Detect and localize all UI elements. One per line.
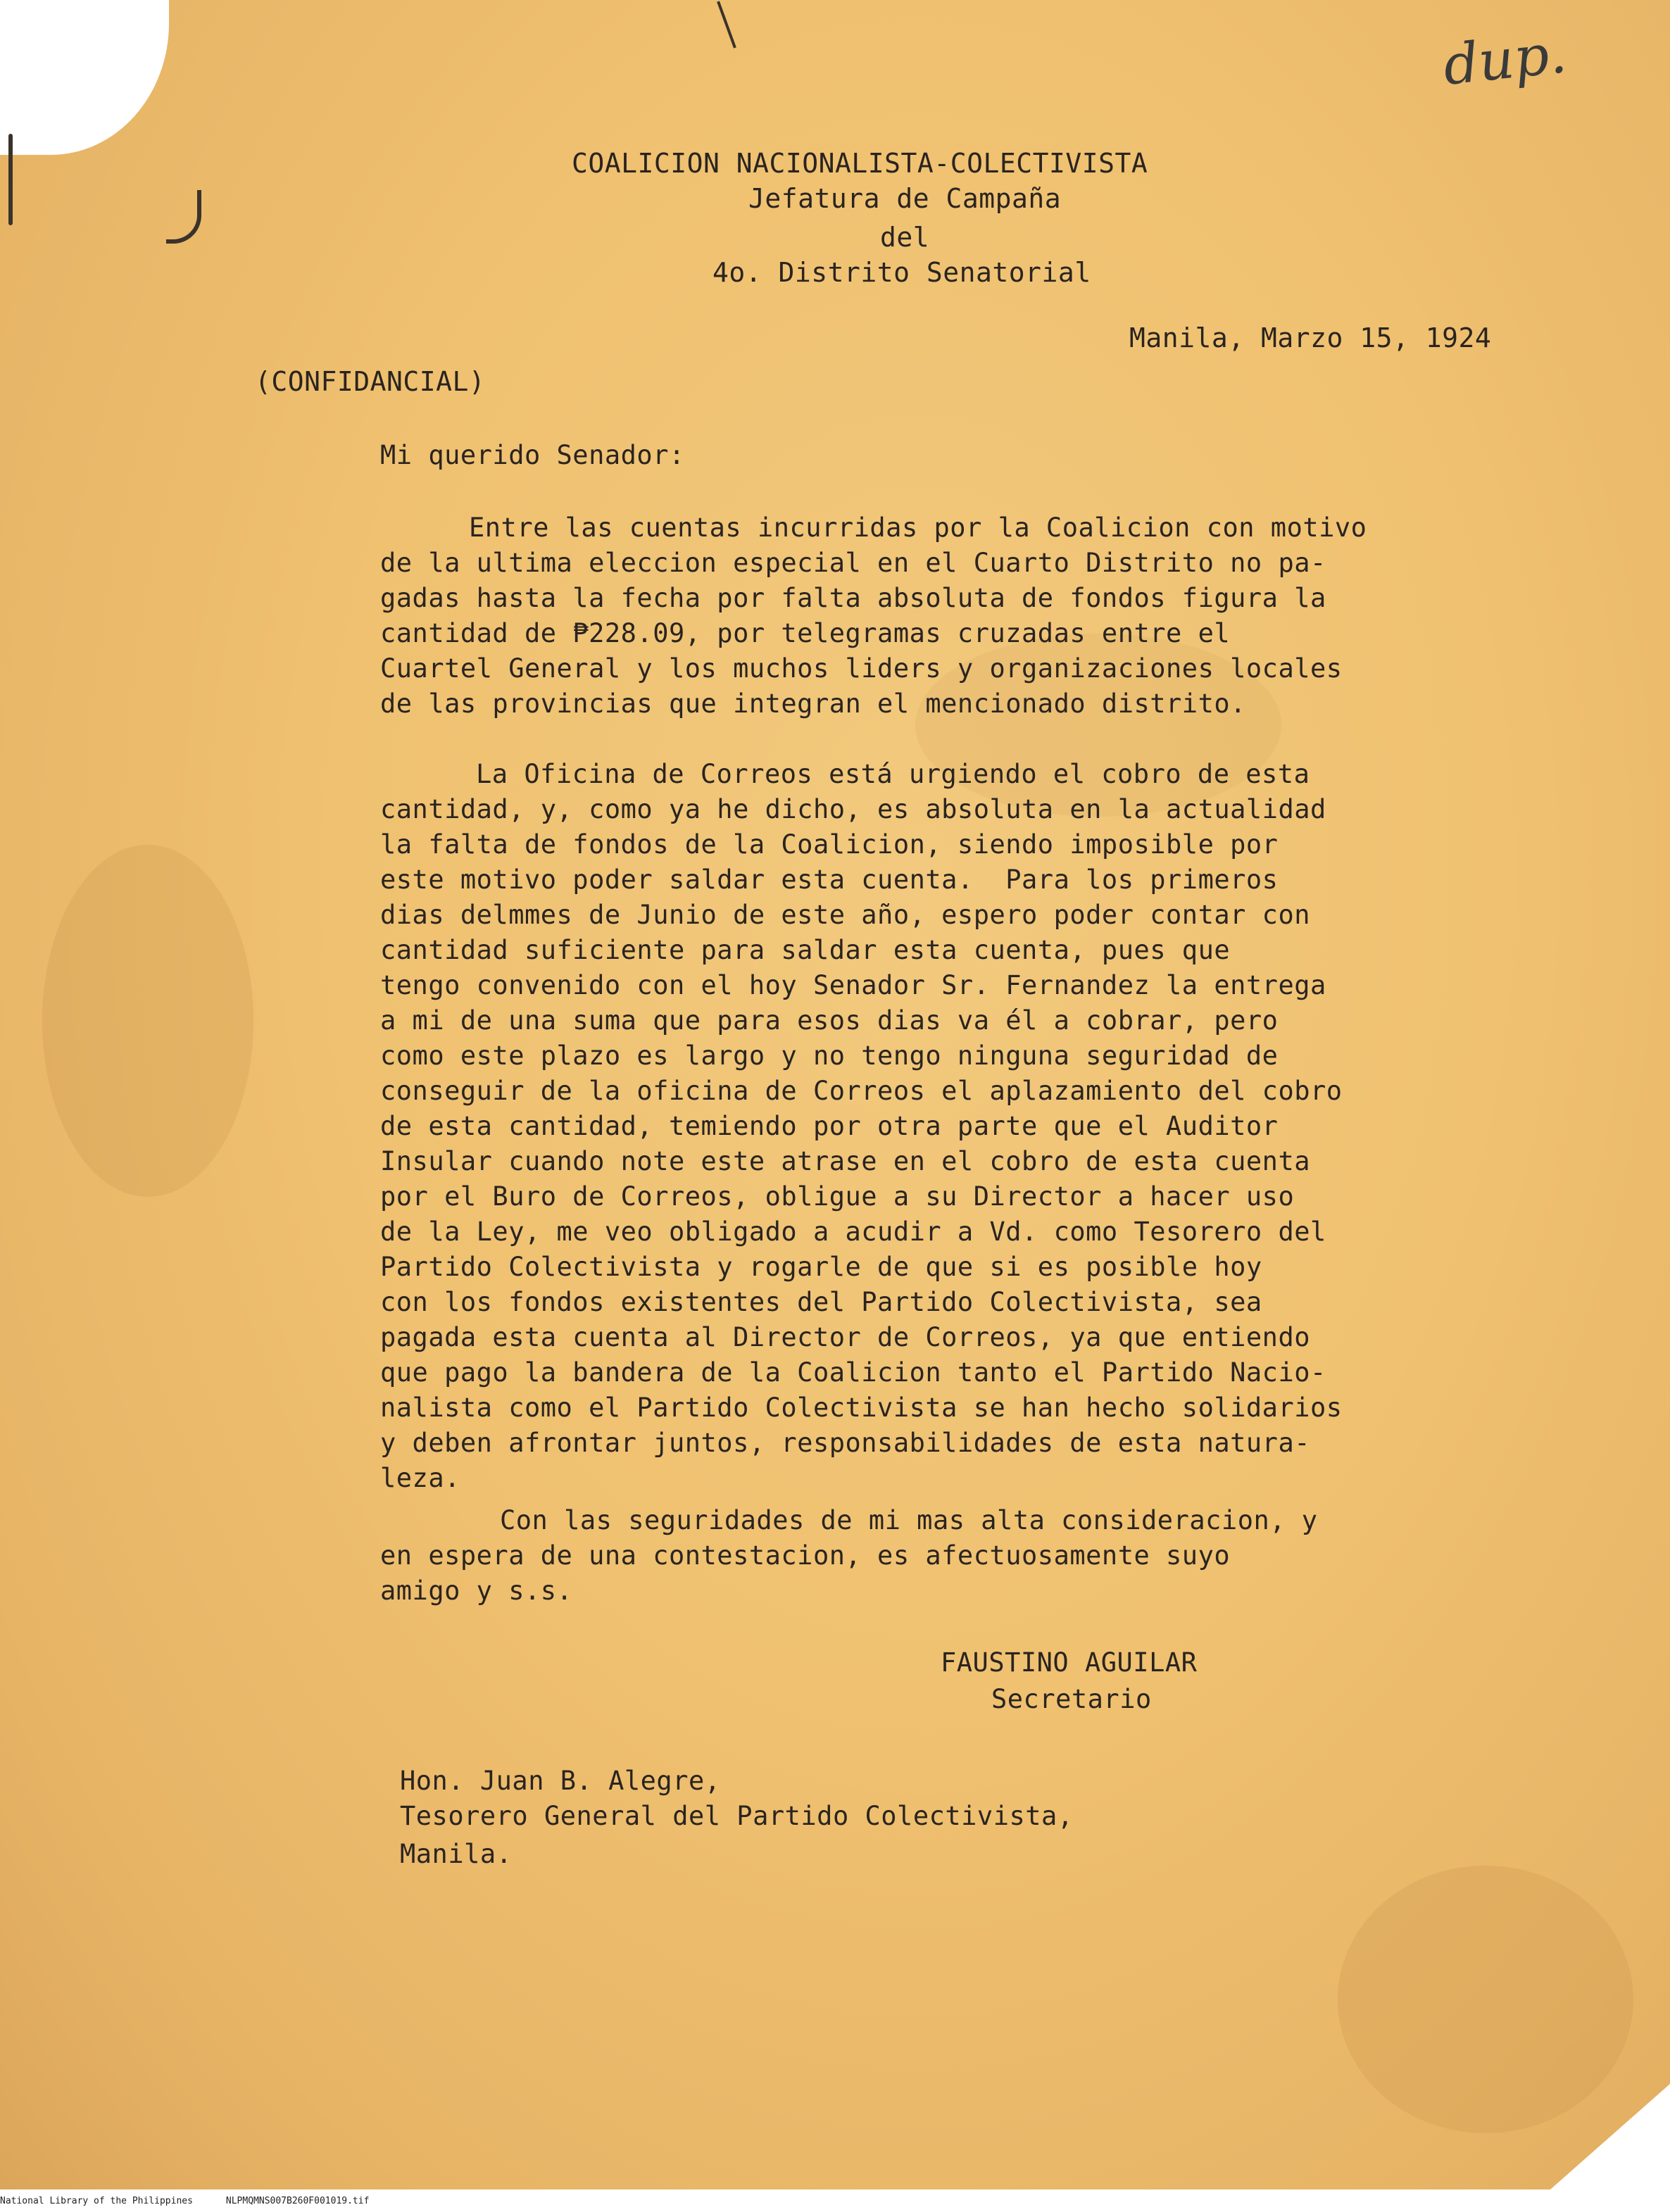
- paragraph3-line: en espera de una contestacion, es afectuosamente suyo: [380, 1540, 1231, 1571]
- paragraph2-line: nalista como el Partido Colectivista se han hecho solidarios: [380, 1393, 1343, 1423]
- pen-mark: [8, 134, 13, 225]
- letter-date: Manila, Marzo 15, 1924: [1129, 322, 1492, 353]
- handwritten-note: dup.: [1440, 22, 1570, 98]
- signature-title: Secretario: [991, 1684, 1152, 1714]
- paragraph1-line: gadas hasta la fecha por falta absoluta de fondos figura la: [380, 583, 1326, 613]
- paragraph2-line: La Oficina de Correos está urgiendo el cobro de esta: [476, 759, 1310, 789]
- paragraph2-line: por el Buro de Correos, obligue a su Director a hacer uso: [380, 1181, 1295, 1212]
- paragraph2-line: y deben afrontar juntos, responsabilidades de esta natura-: [380, 1428, 1311, 1458]
- paragraph2-line: Insular cuando note este atrase en el cobro de esta cuenta: [380, 1146, 1311, 1176]
- paragraph3-line: Con las seguridades de mi mas alta consideracion, y: [500, 1505, 1318, 1535]
- recipient-line: Manila.: [400, 1839, 513, 1869]
- paragraph2-line: cantidad, y, como ya he dicho, es absoluta en la actualidad: [380, 794, 1326, 824]
- paragraph2-line: de la Ley, me veo obligado a acudir a Vd. como Tesorero del: [380, 1217, 1326, 1247]
- paragraph1-line: cantidad de ₱228.09, por telegramas cruzadas entre el: [380, 618, 1231, 648]
- signature-name: FAUSTINO AGUILAR: [941, 1647, 1198, 1678]
- paragraph2-line: pagada esta cuenta al Director de Correos, ya que entiendo: [380, 1322, 1311, 1352]
- stain: [1338, 1866, 1633, 2133]
- letterhead-org: COALICION NACIONALISTA-COLECTIVISTA: [572, 148, 1148, 179]
- footer-institution: National Library of the Philippines: [0, 2196, 193, 2206]
- paragraph2-line: a mi de una suma que para esos dias va él a cobrar, pero: [380, 1005, 1279, 1036]
- paragraph1-line: Entre las cuentas incurridas por la Coalicion con motivo: [469, 513, 1367, 543]
- paragraph2-line: la falta de fondos de la Coalicion, siendo imposible por: [380, 829, 1279, 860]
- stain: [42, 845, 253, 1197]
- paragraph1-line: de la ultima eleccion especial en el Cuarto Distrito no pa-: [380, 548, 1326, 578]
- recipient-line: Tesorero General del Partido Colectivista,: [400, 1801, 1074, 1831]
- paragraph2-line: que pago la bandera de la Coalicion tanto el Partido Nacio-: [380, 1357, 1326, 1388]
- letterhead-line3: del: [880, 222, 930, 253]
- letterhead-line2: Jefatura de Campaña: [748, 183, 1062, 214]
- paragraph2-line: tengo convenido con el hoy Senador Sr. Fernandez la entrega: [380, 970, 1326, 1000]
- paragraph2-line: dias delmmes de Junio de este año, espero poder contar con: [380, 900, 1311, 930]
- torn-corner: [0, 0, 169, 155]
- paragraph2-line: cantidad suficiente para saldar esta cuenta, pues que: [380, 935, 1231, 965]
- paragraph2-line: conseguir de la oficina de Correos el aplazamiento del cobro: [380, 1076, 1343, 1106]
- paragraph2-line: como este plazo es largo y no tengo ninguna seguridad de: [380, 1041, 1279, 1071]
- paragraph2-line: este motivo poder saldar esta cuenta. Para los primeros: [380, 865, 1279, 895]
- recipient-line: Hon. Juan B. Alegre,: [400, 1766, 721, 1796]
- paragraph1-line: de las provincias que integran el mencionado distrito.: [380, 689, 1246, 719]
- paragraph1-line: Cuartel General y los muchos liders y organizaciones locales: [380, 653, 1343, 684]
- paragraph2-line: leza.: [380, 1463, 460, 1493]
- paragraph2-line: Partido Colectivista y rogarle de que si es posible hoy: [380, 1252, 1262, 1282]
- confidential-label: (CONFIDANCIAL): [255, 366, 486, 397]
- paragraph2-line: de esta cantidad, temiendo por otra parte que el Auditor: [380, 1111, 1279, 1141]
- letterhead-line4: 4o. Distrito Senatorial: [712, 257, 1091, 288]
- paragraph3-line: amigo y s.s.: [380, 1576, 573, 1606]
- paragraph2-line: con los fondos existentes del Partido Colectivista, sea: [380, 1287, 1262, 1317]
- salutation: Mi querido Senador:: [380, 440, 685, 470]
- pen-mark: [717, 1, 736, 48]
- archive-footer: [0, 2191, 1670, 2212]
- pen-mark: [166, 190, 201, 244]
- footer-file-id: NLPMQMNS007B260F001019.tif: [225, 2196, 370, 2206]
